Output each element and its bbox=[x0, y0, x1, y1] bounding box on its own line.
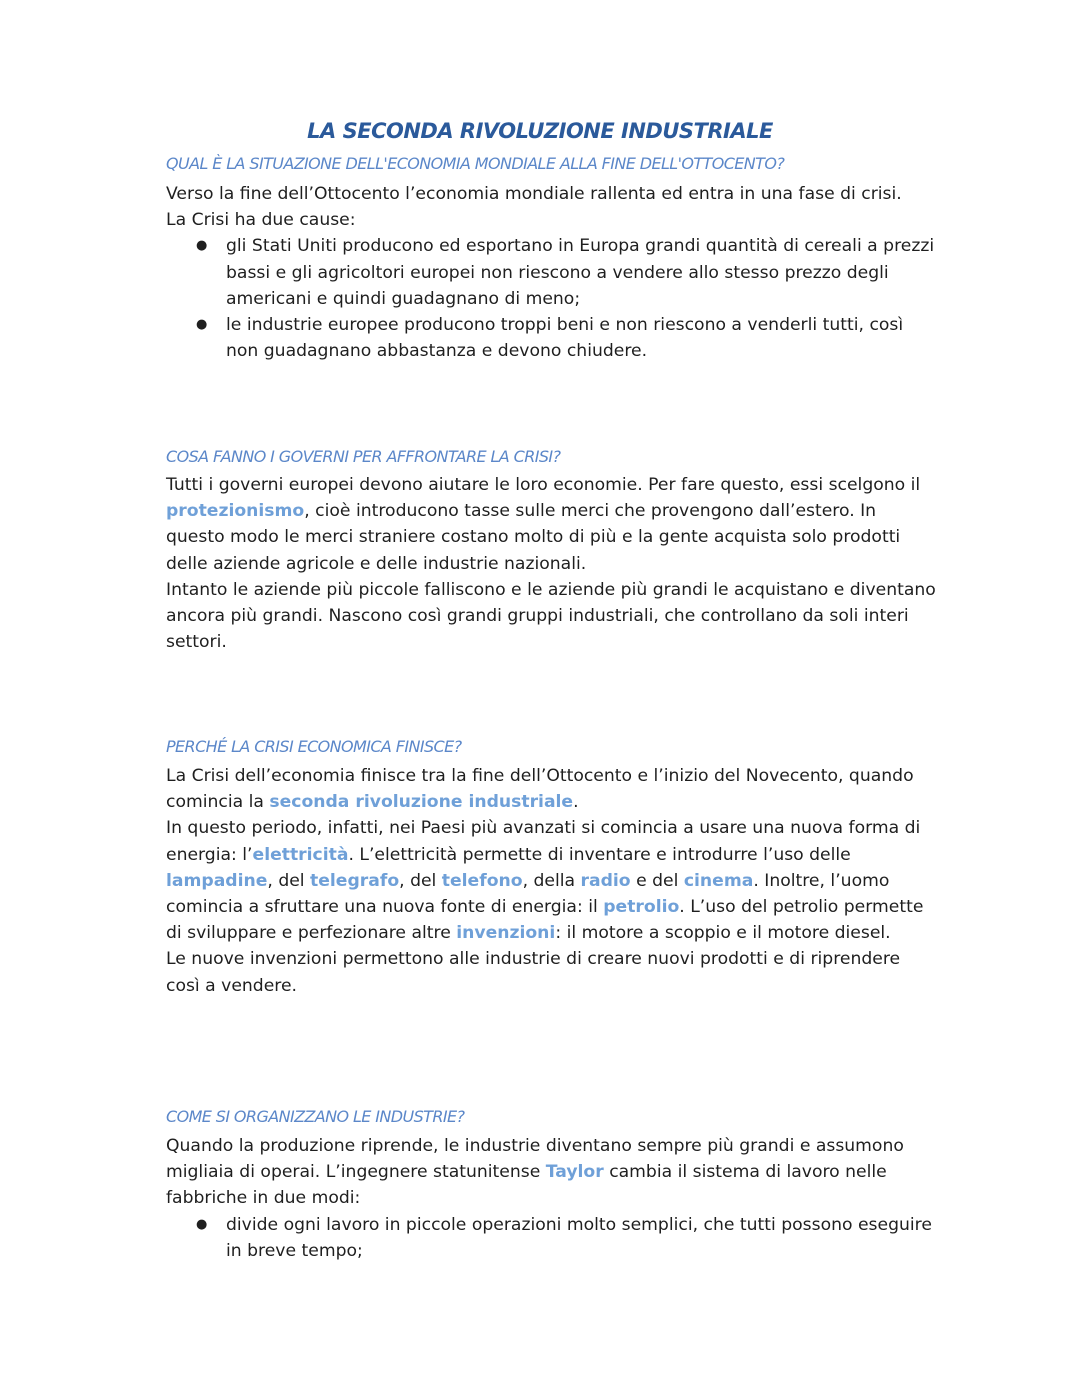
text-run: . L’uso del petrolio permette di sviluppare e perfezionare altre bbox=[166, 897, 924, 944]
text-run: , del bbox=[399, 870, 442, 891]
keyword-telegrafo: telegrafo bbox=[310, 870, 400, 891]
keyword-invenzioni: invenzioni bbox=[456, 923, 556, 944]
section-3-paragraph-1 bbox=[166, 763, 936, 815]
section-2-heading: COSA FANNO I GOVERNI PER AFFRONTARE LA CRISI? bbox=[166, 447, 561, 466]
keyword-seconda-rivoluzione: seconda rivoluzione industriale bbox=[269, 792, 574, 813]
document-title: LA SECONDA RIVOLUZIONE INDUSTRIALE bbox=[307, 119, 773, 143]
text-run: e del bbox=[630, 870, 684, 891]
section-3-body bbox=[166, 763, 936, 999]
keyword-elettricita: elettricità bbox=[252, 844, 349, 865]
keyword-cinema: cinema bbox=[683, 870, 754, 891]
keyword-petrolio: petrolio bbox=[603, 897, 680, 918]
list-item bbox=[166, 233, 936, 312]
text-run: . bbox=[573, 792, 579, 813]
keyword-lampadine: lampadine bbox=[166, 870, 268, 891]
keyword-telefono: telefono bbox=[441, 870, 523, 891]
text-run: , cioè introducono tasse sulle merci che provengono dall’estero. In questo modo le merci straniere costano molto di più e la gente acquista solo prodotti delle aziende agricole e delle industrie nazionali. bbox=[166, 501, 901, 574]
section-4-heading: COME SI ORGANIZZANO LE INDUSTRIE? bbox=[166, 1107, 465, 1126]
section-3-paragraph-3: Le nuove invenzioni permettono alle industrie di creare nuovi prodotti e di riprendere così a vendere. bbox=[166, 949, 901, 996]
section-1-body bbox=[166, 181, 936, 364]
section-1-bullet-list bbox=[166, 233, 936, 364]
section-1-heading: QUAL È LA SITUAZIONE DELL'ECONOMIA MONDIALE ALLA FINE DELL'OTTOCENTO? bbox=[166, 154, 785, 173]
keyword-radio: radio bbox=[580, 870, 631, 891]
text-run: , del bbox=[267, 870, 311, 891]
list-item-text: le industrie europee producono troppi beni e non riescono a venderli tutti, così non guadagnano abbastanza e devono chiudere. bbox=[226, 315, 904, 362]
text-run: , della bbox=[522, 870, 581, 891]
list-item-text: gli Stati Uniti producono ed esportano in Europa grandi quantità di cereali a prezzi bassi e gli agricoltori europei non riescono a vendere allo stesso prezzo degli americani e quindi guadagnano di meno; bbox=[226, 236, 935, 309]
section-2-body bbox=[166, 472, 936, 655]
text-run: . Inoltre, l’uomo comincia a sfruttare una nuova fonte di energia: il bbox=[166, 870, 890, 918]
section-1-paragraph-1: Verso la fine dell’Ottocento l’economia mondiale rallenta ed entra in una fase di crisi. bbox=[166, 184, 902, 204]
text-run: cambia il sistema di lavoro nelle fabbriche in due modi: bbox=[166, 1162, 887, 1209]
text-run: Tutti i governi europei devono aiutare le loro economie. Per fare questo, essi scelgono il bbox=[166, 475, 921, 495]
section-4-body bbox=[166, 1133, 936, 1264]
list-item bbox=[166, 1212, 936, 1264]
section-2-paragraph-1 bbox=[166, 472, 936, 577]
section-4-paragraph-1 bbox=[166, 1133, 936, 1212]
keyword-protezionismo: protezionismo bbox=[166, 501, 305, 522]
bullet-icon: ● bbox=[196, 1216, 208, 1232]
text-run: Quando la produzione riprende, le industrie diventano sempre più grandi e assumono migliaia di operai. L’ingegnere statunitense bbox=[166, 1136, 904, 1183]
list-item bbox=[166, 312, 936, 364]
text-run: La Crisi dell’economia finisce tra la fine dell’Ottocento e l’inizio del Novecento, quando comincia la bbox=[166, 766, 914, 813]
section-4-bullet-list bbox=[166, 1212, 936, 1264]
section-2-paragraph-2: Intanto le aziende più piccole falliscono e le aziende più grandi le acquistano e diventano ancora più grandi. Nascono così grandi gruppi industriali, che controllano da soli interi settori. bbox=[166, 579, 936, 653]
section-3-paragraph-2 bbox=[166, 815, 936, 946]
bullet-icon: ● bbox=[196, 317, 208, 333]
text-run: . L’elettricità permette di inventare e introdurre l’uso delle bbox=[348, 844, 851, 865]
text-run: : il motore a scoppio e il motore diesel. bbox=[555, 923, 891, 944]
section-1-paragraph-2: La Crisi ha due cause: bbox=[166, 210, 356, 231]
text-run: In questo periodo, infatti, nei Paesi più avanzati si comincia a usare una nuova forma di energia: l’ bbox=[166, 818, 921, 865]
bullet-icon: ● bbox=[196, 238, 208, 254]
keyword-taylor: Taylor bbox=[545, 1162, 604, 1183]
section-3-heading: PERCHÉ LA CRISI ECONOMICA FINISCE? bbox=[166, 737, 462, 756]
list-item-text: divide ogni lavoro in piccole operazioni molto semplici, che tutti possono eseguire in breve tempo; bbox=[226, 1214, 932, 1261]
